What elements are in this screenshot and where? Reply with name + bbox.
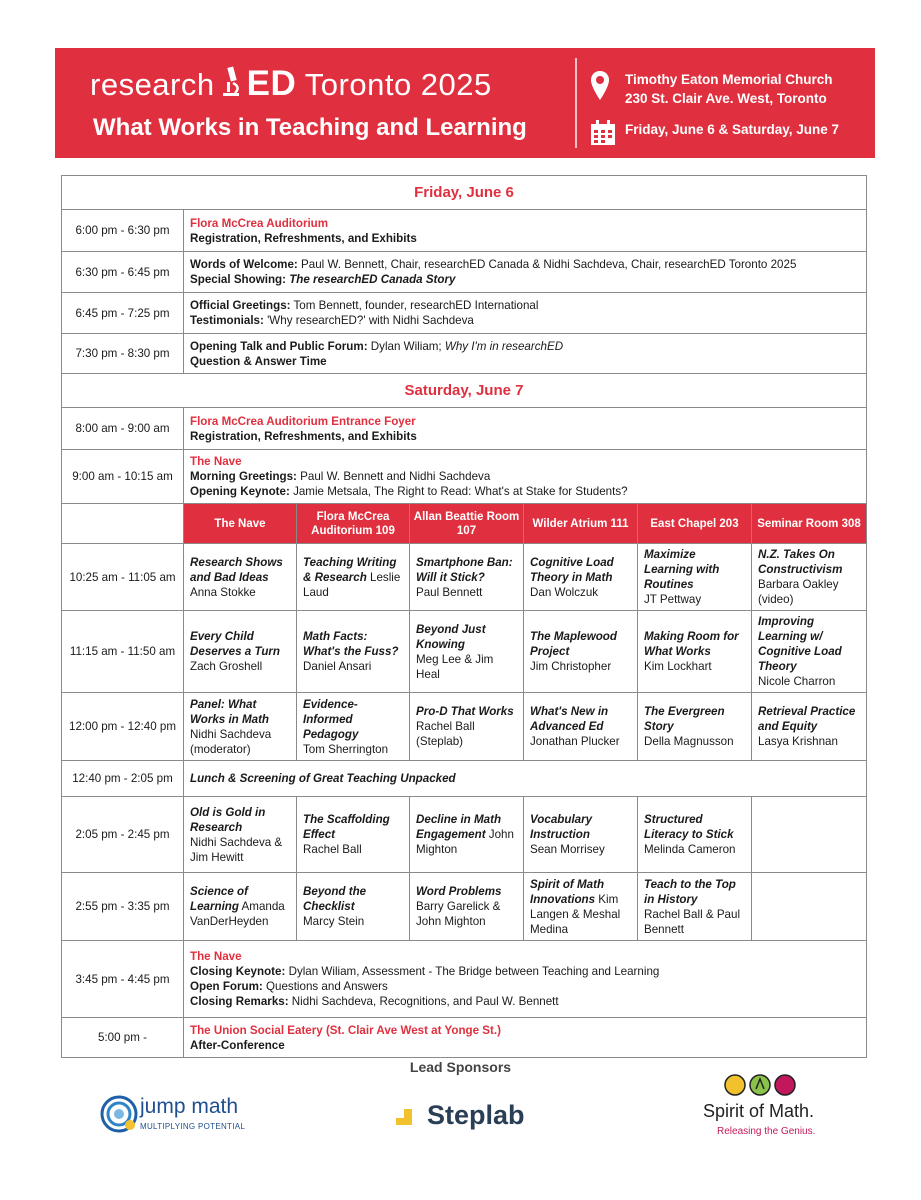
event-label: Testimonials: (190, 314, 264, 327)
session-cell (638, 693, 752, 761)
event-text: Questions and Answers (262, 980, 388, 993)
session-cell-empty (752, 873, 867, 941)
room-header: Wilder Atrium 111 (524, 504, 638, 544)
time-cell: 10:25 am - 11:05 am (62, 544, 184, 611)
session-title: Cognitive Load Theory in Math (530, 555, 614, 584)
time-cell: 2:05 pm - 2:45 pm (62, 797, 184, 873)
event-text: Nidhi Sachdeva, Recognitions, and Paul W. Bennett (288, 995, 559, 1008)
session-title: Evidence-Informed Pedagogy (303, 697, 359, 741)
saturday-title: Saturday, June 7 (62, 374, 867, 408)
event-text: Dylan Wiliam; (367, 339, 445, 353)
location-label: The Nave (190, 455, 242, 468)
event-text-italic: Why I'm in researchED (444, 339, 564, 353)
time-cell: 6:30 pm - 6:45 pm (62, 252, 184, 293)
session-speaker: Lasya Krishnan (758, 735, 838, 748)
event-line: Question & Answer Time (190, 354, 327, 368)
session-speaker: Kim Lockhart (644, 660, 712, 673)
session-cell (297, 797, 410, 873)
session-cell (410, 693, 524, 761)
event-line (190, 313, 860, 328)
session-speaker: Paul Bennett (416, 585, 483, 599)
session-speaker: Rachel Ball (Steplab) (416, 720, 475, 748)
dates-text: Friday, June 6 & Saturday, June 7 (625, 122, 840, 137)
session-cell (297, 693, 410, 761)
brand-ed: ED (246, 64, 297, 103)
event-text: The researchED Canada Story (289, 273, 456, 286)
session-title: Beyond Just Knowing (416, 622, 486, 651)
event-cell (184, 293, 867, 334)
session-cell (638, 797, 752, 873)
session-row (62, 611, 867, 693)
event-label: Closing Remarks: (190, 995, 289, 1008)
session-cell (184, 544, 297, 611)
event-line (190, 339, 860, 354)
event-cell (184, 210, 867, 252)
session-speaker: Jim Christopher (530, 660, 612, 673)
room-header: The Nave (184, 504, 297, 544)
session-cell (524, 611, 638, 693)
lunch-cell: Lunch & Screening of Great Teaching Unpacked (184, 761, 867, 797)
spirit-of-math-tagline: Releasing the Genius. (717, 1126, 816, 1137)
event-logo (90, 64, 492, 104)
event-label: Opening Keynote: (190, 485, 290, 498)
spirit-of-math-circles-icon (723, 1073, 799, 1097)
session-title: Science of Learning (190, 885, 248, 913)
session-speaker: John Mighton (416, 828, 514, 856)
time-cell: 8:00 am - 9:00 am (62, 408, 184, 450)
session-title: Every Child Deserves a Turn (190, 630, 281, 658)
event-text: 'Why researchED?' with Nidhi Sachdeva (263, 314, 474, 327)
event-line (190, 994, 860, 1009)
steplab-name: Steplab (427, 1100, 525, 1130)
schedule-row (62, 293, 867, 334)
calendar-icon (590, 120, 616, 146)
saturday-header-row (62, 374, 867, 408)
session-title: Word Problems (416, 885, 502, 898)
schedule-row (62, 761, 867, 797)
session-speaker: Nidhi Sachdeva (moderator) (190, 727, 272, 756)
session-title: Maximize Learning with Routines (644, 548, 720, 591)
event-cell (184, 941, 867, 1018)
location-pin-icon (590, 70, 610, 102)
time-cell: 12:00 pm - 12:40 pm (62, 693, 184, 761)
session-speaker: Nidhi Sachdeva & Jim Hewitt (190, 835, 283, 864)
session-speaker: Anna Stokke (190, 585, 256, 599)
session-cell (410, 611, 524, 693)
venue-text (625, 70, 833, 108)
session-cell (638, 611, 752, 693)
venue-name: Timothy Eaton Memorial Church (625, 72, 833, 87)
event-cell (184, 408, 867, 450)
session-title: Smartphone Ban: Will it Stick? (416, 555, 513, 584)
time-cell: 9:00 am - 10:15 am (62, 450, 184, 504)
session-speaker: Daniel Ansari (303, 660, 372, 673)
event-text: Jamie Metsala, The Right to Read: What's at Stake for Students? (289, 485, 628, 498)
time-cell: 3:45 pm - 4:45 pm (62, 941, 184, 1018)
session-title: Beyond the Checklist (303, 885, 367, 913)
room-header: East Chapel 203 (638, 504, 752, 544)
schedule-row (62, 334, 867, 374)
friday-header-row (62, 176, 867, 210)
session-cell-empty (752, 797, 867, 873)
session-row (62, 693, 867, 761)
event-line: After-Conference (190, 1038, 285, 1052)
session-cell (524, 544, 638, 611)
event-cell (184, 334, 867, 374)
session-row (62, 544, 867, 611)
event-label: Opening Talk and Public Forum: (190, 339, 368, 353)
session-title: Retrieval Practice and Equity (758, 705, 856, 733)
session-cell (410, 873, 524, 941)
event-text: Paul W. Bennett and Nidhi Sachdeva (296, 470, 491, 483)
location-label: The Nave (190, 950, 242, 963)
event-text: Paul W. Bennett, Chair, researchED Canada & Nidhi Sachdeva, Chair, researchED Toronto 2025 (297, 258, 797, 271)
event-line (190, 484, 860, 499)
session-cell (638, 544, 752, 611)
session-speaker: Kim Langen & Meshal Medina (530, 892, 621, 936)
session-speaker: Amanda VanDerHeyden (190, 900, 285, 928)
event-label: Morning Greetings: (190, 470, 297, 483)
session-cell (524, 873, 638, 941)
session-cell (297, 611, 410, 693)
session-title: Structured Literacy to Stick (644, 813, 734, 841)
session-speaker: Zach Groshell (190, 660, 263, 673)
session-title: Teaching Writing & Research (303, 555, 397, 584)
session-speaker: Tom Sherrington (303, 742, 389, 756)
jump-math-logo (100, 1095, 260, 1140)
time-cell: 12:40 pm - 2:05 pm (62, 761, 184, 797)
header-banner (55, 48, 875, 158)
schedule-row (62, 1018, 867, 1058)
event-line (190, 298, 860, 313)
brand-research: research (90, 67, 215, 102)
time-cell: 11:15 am - 11:50 am (62, 611, 184, 693)
time-cell: 7:30 pm - 8:30 pm (62, 334, 184, 374)
venue-address: 230 St. Clair Ave. West, Toronto (625, 91, 827, 106)
event-text: Dylan Wiliam, Assessment - The Bridge between Teaching and Learning (285, 965, 660, 978)
session-title: Research Shows and Bad Ideas (190, 555, 283, 584)
friday-title: Friday, June 6 (62, 176, 867, 210)
schedule-row (62, 252, 867, 293)
time-cell: 6:45 pm - 7:25 pm (62, 293, 184, 334)
session-title: The Evergreen Story (644, 705, 725, 733)
session-title: Making Room for What Works (644, 630, 739, 658)
event-label: Words of Welcome: (190, 258, 298, 271)
event-label: Closing Keynote: (190, 965, 286, 978)
event-line (190, 964, 860, 979)
schedule-row (62, 450, 867, 504)
session-speaker: Dan Wolczuk (530, 585, 599, 599)
schedule-row (62, 941, 867, 1018)
schedule-table (61, 175, 867, 1058)
session-speaker: Marcy Stein (303, 915, 365, 928)
event-label: Open Forum: (190, 980, 263, 993)
session-title: Pro-D That Works (416, 705, 514, 718)
room-header: Allan Beattie Room 107 (410, 504, 524, 544)
session-speaker: Rachel Ball & Paul Bennett (644, 907, 741, 936)
session-cell (410, 544, 524, 611)
location-label: The Union Social Eatery (St. Clair Ave West at Yonge St.) (190, 1023, 501, 1037)
event-cell (184, 252, 867, 293)
session-speaker: Rachel Ball (303, 843, 362, 856)
session-speaker: Barry Garelick & John Mighton (416, 900, 501, 928)
jump-math-name: jump math (140, 1095, 239, 1118)
session-cell (184, 797, 297, 873)
session-cell (752, 544, 867, 611)
session-title: Teach to the Top in History (644, 877, 736, 906)
event-line (190, 257, 860, 272)
session-cell (297, 873, 410, 941)
event-cell (184, 1018, 867, 1058)
steplab-emblem-icon (393, 1106, 415, 1128)
header-divider (575, 58, 577, 148)
event-line (190, 979, 860, 994)
sponsors-title: Lead Sponsors (409, 1059, 512, 1075)
jump-math-tagline: MULTIPLYING POTENTIAL (140, 1122, 246, 1131)
time-cell: 2:55 pm - 3:35 pm (62, 873, 184, 941)
microscope-icon (219, 65, 243, 101)
session-row (62, 873, 867, 941)
room-header-blank (62, 504, 184, 544)
session-speaker: Jonathan Plucker (530, 735, 620, 748)
session-cell (524, 693, 638, 761)
event-label: Special Showing: (190, 273, 290, 286)
session-speaker: Leslie Laud (303, 570, 401, 599)
session-speaker: Sean Morrisey (530, 843, 605, 856)
session-cell (752, 693, 867, 761)
brand-block (55, 48, 575, 158)
session-cell (184, 873, 297, 941)
session-title: The Maplewood Project (530, 630, 617, 658)
session-cell (752, 611, 867, 693)
time-cell: 6:00 pm - 6:30 pm (62, 210, 184, 252)
event-line (190, 469, 860, 484)
location-label: Flora McCrea Auditorium (190, 216, 329, 230)
session-title: Vocabulary Instruction (530, 813, 593, 841)
session-cell (184, 611, 297, 693)
session-cell (524, 797, 638, 873)
session-speaker: JT Pettway (644, 593, 702, 606)
time-cell: 5:00 pm - (62, 1018, 184, 1058)
session-speaker: Barbara Oakley (video) (758, 578, 839, 606)
session-title: The Scaffolding Effect (303, 813, 390, 841)
brand-city: Toronto 2025 (304, 67, 492, 102)
event-line (190, 272, 860, 287)
room-header: Flora McCrea Auditorium 109 (297, 504, 410, 544)
jump-math-emblem-icon (100, 1095, 138, 1133)
location-label: Flora McCrea Auditorium Entrance Foyer (190, 414, 416, 428)
session-title: Improving Learning w/ Cognitive Load Theory (758, 615, 842, 673)
session-speaker: Melinda Cameron (644, 843, 736, 856)
session-title: Math Facts: What's the Fuss? (303, 630, 399, 658)
event-label: Official Greetings: (190, 299, 291, 312)
event-text: Tom Bennett, founder, researchED International (290, 299, 539, 312)
room-header: Seminar Room 308 (752, 504, 867, 544)
session-cell (638, 873, 752, 941)
steplab-logo (393, 1100, 533, 1136)
session-cell (297, 544, 410, 611)
session-speaker: Meg Lee & Jim Heal (416, 652, 494, 681)
spirit-of-math-logo (695, 1073, 835, 1148)
session-speaker: Nicole Charron (758, 675, 836, 688)
schedule-row (62, 210, 867, 252)
session-title: Decline in Math Engagement (416, 813, 502, 841)
event-line: Registration, Refreshments, and Exhibits (190, 231, 417, 245)
session-title: Old is Gold in Research (190, 805, 266, 834)
session-cell (184, 693, 297, 761)
session-title: Spirit of Math Innovations (530, 877, 605, 906)
session-speaker: Della Magnusson (644, 735, 734, 748)
event-cell (184, 450, 867, 504)
event-line: Registration, Refreshments, and Exhibits (190, 429, 417, 443)
session-title: N.Z. Takes On Constructivism (758, 548, 843, 576)
session-title: Panel: What Works in Math (190, 697, 270, 726)
session-title: What's New in Advanced Ed (530, 705, 609, 733)
spirit-of-math-name: Spirit of Math. (703, 1101, 815, 1121)
room-header-row (62, 504, 867, 544)
session-cell (410, 797, 524, 873)
event-tagline: What Works in Teaching and Learning (93, 114, 527, 141)
schedule-row (62, 408, 867, 450)
session-row (62, 797, 867, 873)
